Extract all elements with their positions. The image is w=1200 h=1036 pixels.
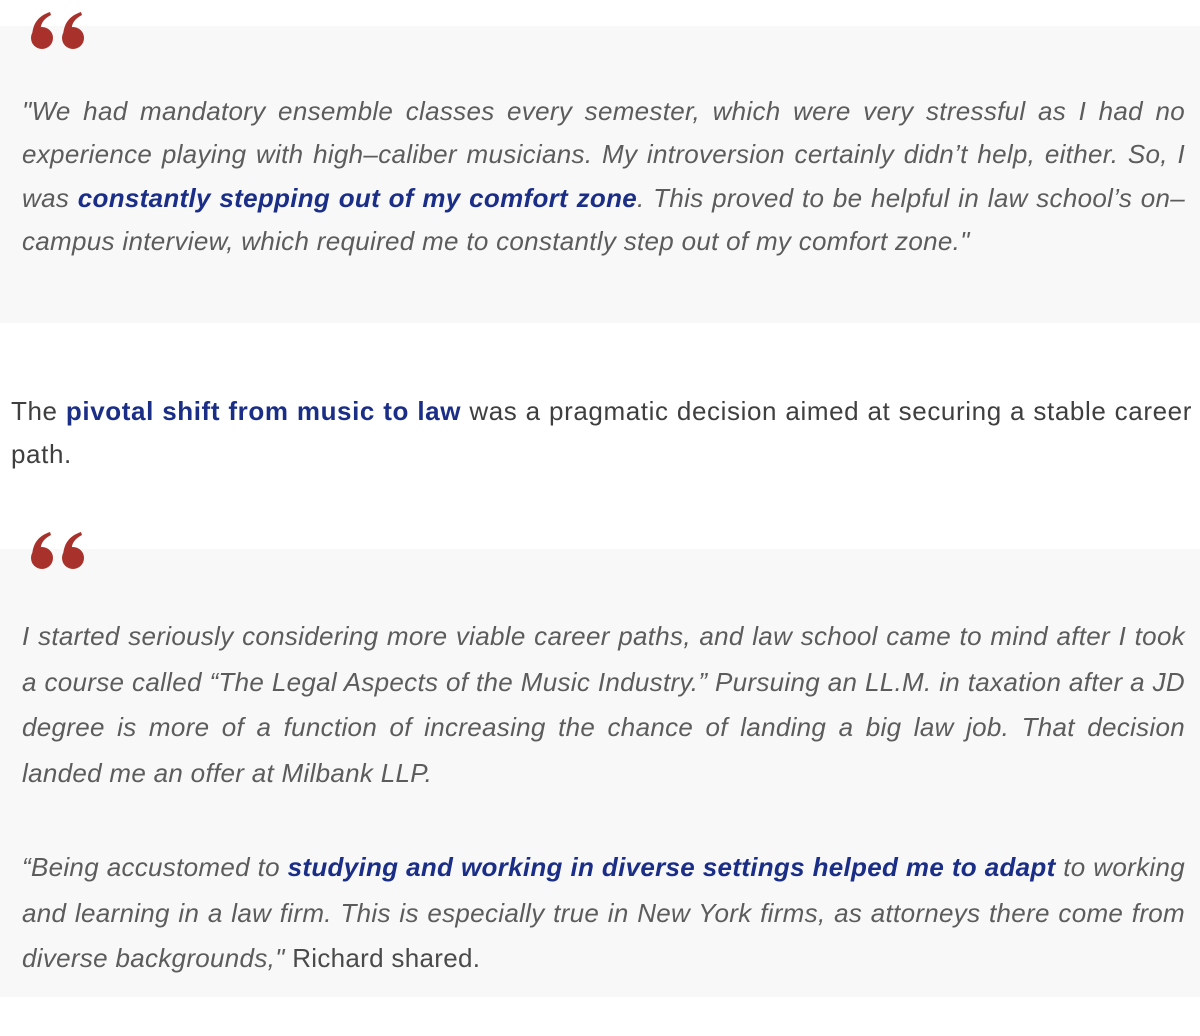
quote-1-highlight: constantly stepping out of my comfort zone	[77, 182, 638, 213]
body-after: was a pragmatic decision aimed at securing a stable career path.	[11, 396, 1192, 469]
quote-1-after: . This proved to be helpful in law school’s on–campus interview, which required me to constantly step out of my comfort zone."	[22, 182, 1185, 256]
quote-mark-icon	[28, 530, 90, 578]
quote-2-before: “Being accustomed to	[22, 852, 288, 882]
quote-text-1	[22, 90, 1185, 263]
quote-2-after: to working and learning in a law firm. This is especially true in New York firms, as attorneys there come from diverse backgrounds,"	[22, 852, 1185, 973]
quote-2-paragraph-2	[22, 845, 1185, 982]
quote-2-attribution: Richard shared.	[284, 943, 481, 973]
body-paragraph	[11, 390, 1192, 476]
quote-1-before: "We had mandatory ensemble classes every semester, which were very stressful as I had no experience playing with high–caliber musicians. My introversion certainly didn’t help, either. So, I was	[22, 96, 1185, 213]
quote-2-paragraph-1: I started seriously considering more viable career paths, and law school came to mind after I took a course called “The Legal Aspects of the Music Industry.” Pursuing an LL.M. in taxation after a JD degree is more of a function of increasing the chance of landing a big law job. That decision landed me an offer at Milbank LLP.	[22, 621, 1185, 788]
body-highlight: pivotal shift from music to law	[65, 396, 462, 426]
quote-2-highlight: studying and working in diverse settings helped me to adapt	[287, 852, 1056, 882]
body-before: The	[11, 396, 66, 426]
quote-mark-icon	[28, 10, 90, 58]
